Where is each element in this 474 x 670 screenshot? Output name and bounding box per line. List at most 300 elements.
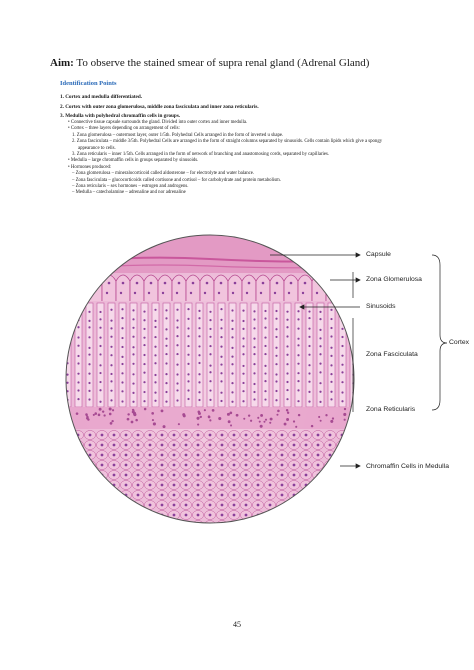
nucleus [329, 454, 332, 457]
nucleus [293, 464, 296, 467]
nucleus [329, 484, 332, 487]
nucleus [173, 464, 176, 467]
glomerulosa-arch [158, 275, 172, 301]
nucleus [242, 365, 244, 367]
chromaffin-cell [61, 441, 72, 450]
chromaffin-cell [349, 481, 360, 490]
nucleus [99, 353, 101, 355]
nucleus [206, 282, 209, 285]
chromaffin-cell [61, 501, 72, 510]
nucleus [187, 318, 189, 320]
desc-line: 1. Zona glomerulosa – outermost layer, outer 1/5th. Polyhedral Cells arranged in the form of inverted u shape. [72, 132, 284, 138]
nucleus [154, 326, 156, 328]
nucleus [77, 524, 80, 527]
nucleus [270, 418, 273, 421]
nucleus [353, 494, 356, 497]
nucleus [113, 514, 116, 517]
nucleus [125, 434, 128, 437]
nucleus [125, 484, 128, 487]
nucleus [132, 346, 134, 348]
nucleus [317, 454, 320, 457]
nucleus [325, 414, 327, 416]
chromaffin-cell [349, 521, 360, 530]
nucleus [65, 444, 68, 447]
nucleus [197, 424, 199, 426]
glomerulosa-arch [340, 275, 354, 301]
nucleus [297, 380, 299, 382]
nucleus [319, 401, 321, 403]
nucleus [77, 355, 79, 357]
chromaffin-cell [301, 511, 312, 520]
nucleus [269, 494, 272, 497]
nucleus [110, 320, 112, 322]
nucleus [110, 422, 113, 425]
nucleus [281, 474, 284, 477]
nucleus [274, 292, 276, 294]
nucleus [275, 310, 277, 312]
nucleus [88, 326, 90, 328]
nucleus [121, 356, 123, 358]
nucleus [281, 484, 284, 487]
chromaffin-cell [97, 481, 108, 490]
nucleus [330, 391, 332, 393]
nucleus [197, 514, 200, 517]
nucleus [319, 311, 321, 313]
nucleus [231, 401, 233, 403]
chromaffin-cell [61, 451, 72, 460]
nucleus [257, 417, 259, 419]
glomerulosa-arch [172, 275, 186, 301]
nucleus [183, 414, 186, 417]
nucleus [77, 373, 79, 375]
nucleus [64, 292, 66, 294]
nucleus [286, 418, 289, 421]
nucleus [143, 344, 145, 346]
nucleus [305, 454, 308, 457]
chromaffin-cell [133, 511, 144, 520]
chromaffin-cell [325, 501, 336, 510]
nucleus [94, 282, 97, 285]
nucleus [341, 364, 343, 366]
point-2: 2. Cortex with outer zona glomerulosa, middle zona fasciculata and inner zona reticularis. [60, 103, 259, 110]
nucleus [149, 454, 152, 457]
nucleus [89, 524, 92, 527]
nucleus [122, 282, 125, 285]
nucleus [121, 337, 123, 339]
description-list [60, 120, 420, 197]
nucleus [187, 380, 189, 382]
nucleus [136, 282, 139, 285]
nucleus [76, 412, 79, 415]
chromaffin-cell [85, 491, 96, 500]
nucleus [77, 389, 79, 391]
nucleus [353, 484, 356, 487]
desc-line: appearance to cells. [78, 145, 116, 151]
nucleus [173, 524, 176, 527]
nucleus [185, 524, 188, 527]
nucleus [317, 464, 320, 467]
nucleus [242, 345, 244, 347]
nucleus [308, 391, 310, 393]
nucleus [154, 354, 156, 356]
nucleus [332, 282, 335, 285]
desc-line: • Hormones produced: [68, 164, 112, 170]
chromaffin-cell [337, 471, 348, 480]
nucleus [102, 410, 104, 412]
nucleus [305, 494, 308, 497]
nucleus [80, 282, 83, 285]
nucleus [120, 292, 122, 294]
nucleus [221, 514, 224, 517]
nucleus [353, 524, 356, 527]
chromaffin-cell [85, 501, 96, 510]
chromaffin-cell [325, 481, 336, 490]
nucleus [165, 382, 167, 384]
nucleus [77, 494, 80, 497]
nucleus [232, 292, 234, 294]
chromaffin-cell [121, 501, 132, 510]
nucleus [281, 444, 284, 447]
nucleus [264, 345, 266, 347]
nucleus [65, 504, 68, 507]
nucleus [66, 382, 68, 384]
chromaffin-cell [109, 491, 120, 500]
nucleus [77, 444, 80, 447]
nucleus [344, 419, 346, 421]
nucleus [133, 413, 136, 416]
nucleus [77, 326, 79, 328]
nucleus [293, 484, 296, 487]
nucleus [89, 474, 92, 477]
nucleus [173, 434, 176, 437]
chromaffin-cell [349, 511, 360, 520]
nucleus [359, 408, 360, 410]
label-sinusoids: Sinusoids [366, 303, 396, 310]
nucleus [269, 474, 272, 477]
nucleus [88, 373, 90, 375]
glomerulosa-arch [200, 275, 214, 301]
nucleus [176, 335, 178, 337]
chromaffin-cell [109, 501, 120, 510]
chromaffin-cell [289, 501, 300, 510]
nucleus [218, 292, 220, 294]
nucleus [281, 514, 284, 517]
nucleus [185, 474, 188, 477]
chromaffin-cell [301, 491, 312, 500]
nucleus [78, 292, 80, 294]
nucleus [305, 464, 308, 467]
nucleus [121, 327, 123, 329]
chromaffin-cell [73, 511, 84, 520]
desc-line: • Cortex – three layers depending on arrangement of cells: [68, 126, 180, 132]
nucleus [286, 311, 288, 313]
nucleus [89, 444, 92, 447]
nucleus [101, 504, 104, 507]
nucleus [220, 282, 223, 285]
nucleus [269, 524, 272, 527]
nucleus [176, 353, 178, 355]
nucleus [297, 372, 299, 374]
nucleus [344, 408, 346, 410]
chromaffin-cell [73, 491, 84, 500]
nucleus [332, 417, 334, 419]
nucleus [209, 365, 211, 367]
nucleus [264, 353, 266, 355]
nucleus [197, 444, 200, 447]
chromaffin-cell [121, 521, 132, 530]
nucleus [308, 336, 310, 338]
nucleus [352, 344, 354, 346]
nucleus [357, 423, 360, 426]
nucleus [229, 412, 232, 415]
nucleus [149, 434, 152, 437]
nucleus [242, 390, 244, 392]
nucleus [275, 336, 277, 338]
chromaffin-cell [145, 521, 156, 530]
chromaffin-cell [61, 481, 72, 490]
nucleus [151, 412, 154, 415]
adrenal-histology-figure [60, 229, 360, 534]
nucleus [265, 419, 267, 421]
nucleus [176, 344, 178, 346]
nucleus [121, 372, 123, 374]
nucleus [220, 336, 222, 338]
chromaffin-cell [73, 451, 84, 460]
nucleus [253, 318, 255, 320]
nucleus [154, 381, 156, 383]
chromaffin-cell [61, 511, 72, 520]
nucleus [149, 494, 152, 497]
nucleus [125, 514, 128, 517]
nucleus [198, 310, 200, 312]
nucleus [245, 454, 248, 457]
nucleus [257, 444, 260, 447]
chromaffin-cell [337, 511, 348, 520]
chromaffin-cell [349, 491, 360, 500]
nucleus [154, 392, 156, 394]
nucleus [253, 363, 255, 365]
chromaffin-cell [337, 451, 348, 460]
nucleus [319, 329, 321, 331]
nucleus [353, 504, 356, 507]
nucleus [293, 434, 296, 437]
nucleus [286, 335, 288, 337]
nucleus [295, 426, 297, 428]
chromaffin-cell [325, 471, 336, 480]
chromaffin-cell [61, 431, 72, 440]
nucleus [197, 524, 200, 527]
nucleus [165, 401, 167, 403]
chromaffin-cell [265, 521, 276, 530]
nucleus [208, 416, 211, 419]
nucleus [221, 504, 224, 507]
nucleus [197, 504, 200, 507]
nucleus [308, 381, 310, 383]
nucleus [341, 336, 343, 338]
nucleus [317, 494, 320, 497]
nucleus [198, 399, 200, 401]
nucleus [198, 381, 200, 383]
nucleus [341, 381, 343, 383]
chromaffin-cell [61, 521, 72, 530]
nucleus [101, 464, 104, 467]
nucleus [185, 464, 188, 467]
nucleus [110, 364, 112, 366]
nucleus [233, 504, 236, 507]
nucleus [94, 412, 97, 415]
nucleus [242, 353, 244, 355]
nucleus [132, 309, 134, 311]
nucleus [132, 373, 134, 375]
nucleus [344, 292, 346, 294]
nucleus [113, 504, 116, 507]
nucleus [275, 373, 277, 375]
nucleus [318, 416, 320, 418]
nucleus [110, 354, 112, 356]
chromaffin-cell [349, 471, 360, 480]
nucleus [352, 309, 354, 311]
chromaffin-cell [325, 491, 336, 500]
nucleus [308, 317, 310, 319]
nucleus [176, 373, 178, 375]
nucleus [125, 524, 128, 527]
nucleus [77, 336, 79, 338]
nucleus [165, 373, 167, 375]
nucleus [187, 363, 189, 365]
nucleus [137, 514, 140, 517]
nucleus [163, 425, 166, 428]
nucleus [341, 494, 344, 497]
nucleus [77, 362, 79, 364]
nucleus [209, 389, 211, 391]
nucleus [209, 336, 211, 338]
nucleus [165, 338, 167, 340]
nucleus [221, 494, 224, 497]
nucleus [66, 326, 68, 328]
nucleus [220, 363, 222, 365]
nucleus [125, 504, 128, 507]
nucleus [227, 413, 230, 416]
nucleus [286, 363, 288, 365]
glomerulosa-arch [270, 275, 284, 301]
label-cortex: Cortex [449, 339, 470, 346]
nucleus [329, 514, 332, 517]
nucleus [242, 337, 244, 339]
nucleus [149, 484, 152, 487]
nucleus [196, 417, 199, 420]
nucleus [101, 484, 104, 487]
nucleus [353, 444, 356, 447]
nucleus [209, 353, 211, 355]
nucleus [281, 494, 284, 497]
nucleus [330, 364, 332, 366]
nucleus [198, 335, 200, 337]
nucleus [330, 420, 333, 423]
nucleus [209, 319, 211, 321]
nucleus [161, 494, 164, 497]
nucleus [103, 414, 105, 416]
chromaffin-cell [313, 481, 324, 490]
glomerulosa-arch [186, 275, 200, 301]
nucleus [245, 474, 248, 477]
nucleus [121, 363, 123, 365]
nucleus [233, 454, 236, 457]
nucleus [248, 414, 250, 416]
nucleus [212, 409, 215, 412]
nucleus [143, 391, 145, 393]
nucleus [320, 420, 322, 422]
nucleus [308, 372, 310, 374]
nucleus [264, 372, 266, 374]
nucleus [198, 362, 200, 364]
nucleus [253, 327, 255, 329]
nucleus [161, 464, 164, 467]
chromaffin-cell [349, 451, 360, 460]
chromaffin-cell [337, 491, 348, 500]
nucleus [246, 292, 248, 294]
nucleus [154, 346, 156, 348]
desc-line: – Zona reticularis – sex hormones – estrogen and androgens. [72, 184, 189, 190]
chromaffin-cell [85, 481, 96, 490]
nucleus [245, 444, 248, 447]
nucleus [185, 504, 188, 507]
nucleus [330, 373, 332, 375]
nucleus [125, 444, 128, 447]
nucleus [275, 318, 277, 320]
nucleus [187, 345, 189, 347]
nucleus [242, 320, 244, 322]
nucleus [176, 399, 178, 401]
nucleus [257, 474, 260, 477]
nucleus [352, 318, 354, 320]
chromaffin-cell [85, 461, 96, 470]
chromaffin-cell [253, 521, 264, 530]
nucleus [65, 514, 68, 517]
nucleus [317, 514, 320, 517]
nucleus [161, 454, 164, 457]
nucleus [77, 474, 80, 477]
nucleus [121, 317, 123, 319]
nucleus [341, 444, 344, 447]
desc-line: 3. Zona reticularis – inner 1/5th. Cells arranged in the form of network of branching and anastomosing cords, separated by capillaries. [72, 152, 330, 158]
chromaffin-cell [325, 461, 336, 470]
nucleus [165, 345, 167, 347]
nucleus [341, 355, 343, 357]
nucleus [161, 504, 164, 507]
nucleus [110, 373, 112, 375]
nucleus [173, 504, 176, 507]
nucleus [125, 464, 128, 467]
nucleus [209, 524, 212, 527]
nucleus [88, 390, 90, 392]
nucleus [269, 434, 272, 437]
nucleus [99, 345, 101, 347]
nucleus [269, 464, 272, 467]
nucleus [330, 347, 332, 349]
nucleus [209, 464, 212, 467]
nucleus [209, 419, 211, 421]
nucleus [143, 363, 145, 365]
nucleus [173, 474, 176, 477]
nucleus [143, 328, 145, 330]
chromaffin-cell [349, 441, 360, 450]
nucleus [233, 484, 236, 487]
nucleus [242, 400, 244, 402]
nucleus [101, 434, 104, 437]
chromaffin-cell [277, 511, 288, 520]
nucleus [111, 420, 113, 422]
nucleus [113, 524, 116, 527]
